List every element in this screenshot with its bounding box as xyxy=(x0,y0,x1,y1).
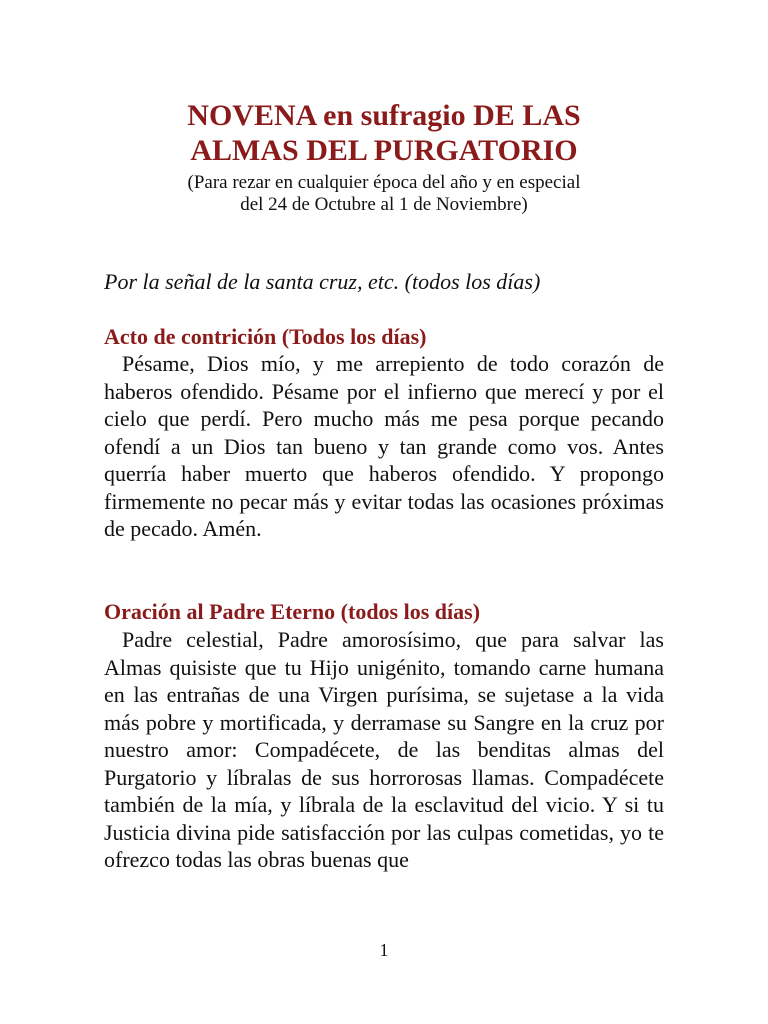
section-heading-padre-eterno: Oración al Padre Eterno (todos los días) xyxy=(104,599,481,624)
page-number: 1 xyxy=(379,940,389,960)
section-heading-contricion: Acto de contrición (Todos los días) xyxy=(104,324,427,349)
document-title-line-1: NOVENA en sufragio DE LAS xyxy=(187,99,581,132)
intro-line: Por la señal de la santa cruz, etc. (todos los días) xyxy=(104,269,541,294)
document-title-line-2: ALMAS DEL PURGATORIO xyxy=(190,134,578,167)
document-subtitle-line-1: (Para rezar en cualquier época del año y en especial xyxy=(187,172,581,193)
document-subtitle-line-2: del 24 de Octubre al 1 de Noviembre) xyxy=(240,194,528,215)
section-text-contricion: Pésame, Dios mío, y me arrepiento de todo corazón de haberos ofendido. Pésame por el infierno que merecí y por el cielo que perdí. Pero mucho más me pesa porque pecando ofendí a un Dios tan bueno y tan grande como vos. Antes querría haber muerto que haberos ofendido. Y propongo firmemente no pecar más y evitar todas las ocasiones próximas de pecado. Amén. xyxy=(104,351,664,541)
section-text-padre-eterno: Padre celestial, Padre amorosísimo, que para salvar las Almas quisiste que tu Hijo unigénito, tomando carne humana en las entrañas de una Virgen purísima, se sujetase a la vida más pobre y mortificada, y derramase su Sangre en la cruz por nuestro amor: Compadécete, de las benditas almas del Purgatorio y líbralas de sus horrorosas llamas. Compadécete también de la mía, y líbrala de la esclavitud del vicio. Y si tu Justicia divina pide satisfacción por las culpas cometidas, yo te ofrezco todas las obras buenas que xyxy=(104,627,664,872)
